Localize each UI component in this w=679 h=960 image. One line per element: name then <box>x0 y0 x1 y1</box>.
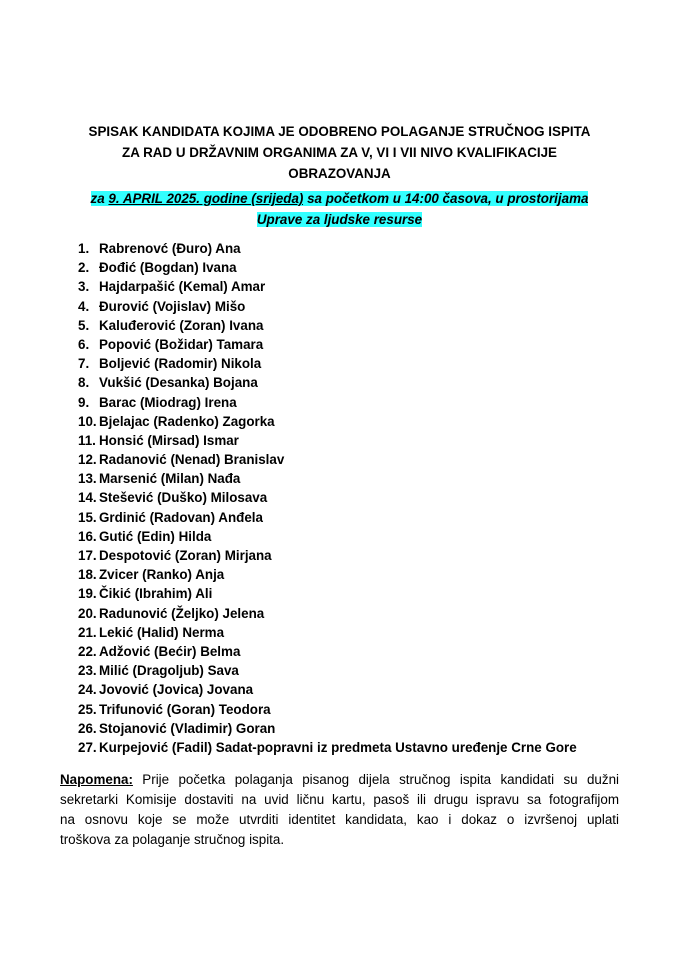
candidate-name: Boljević (Radomir) Nikola <box>99 356 262 372</box>
candidate-name: Gutić (Edin) Hilda <box>99 528 212 544</box>
candidate-name: Kurpejović (Fadil) Sadat-popravni iz predmeta Ustavno uređenje Crne Gore <box>99 739 577 755</box>
candidate-name: Adžović (Bećir) Belma <box>99 643 241 659</box>
candidate-name: Đođić (Bogdan) Ivana <box>99 260 237 276</box>
title-line-2: ZA RAD U DRŽAVNIM ORGANIMA ZA V, VI I VII NIVO KVALIFIKACIJE <box>122 145 557 160</box>
candidate-name: Stojanović (Vladimir) Goran <box>99 720 276 736</box>
candidate-name: Hajdarpašić (Kemal) Amar <box>99 279 266 295</box>
note-line-3: na osnovu koje se može utvrditi identitet kandidata, kao i dokaz o izvršenoj uplati <box>60 812 619 827</box>
candidate-number: 8. <box>78 375 90 391</box>
candidate-number: 11. <box>78 432 96 448</box>
candidate-number: 26. <box>78 720 97 736</box>
exam-schedule <box>40 188 639 230</box>
list-item <box>78 508 577 527</box>
candidate-name: Barac (Miodrag) Irena <box>99 394 237 410</box>
list-item <box>78 469 577 488</box>
candidate-number: 14. <box>78 490 97 506</box>
list-item <box>78 412 577 431</box>
list-item <box>78 623 577 642</box>
list-item <box>78 297 577 316</box>
list-item <box>78 604 577 623</box>
list-item <box>78 642 577 661</box>
candidate-name: Rabrenovć (Đuro) Ana <box>99 241 241 256</box>
candidate-name: Popović (Božidar) Tamara <box>99 336 264 352</box>
exam-date: 9. APRIL 2025. godine (srijeda) <box>108 191 304 206</box>
list-item <box>78 277 577 296</box>
candidate-number: 12. <box>78 452 97 468</box>
title-line-3: OBRAZOVANJA <box>288 166 391 181</box>
candidate-number: 19. <box>78 586 97 602</box>
candidate-number: 20. <box>78 605 97 621</box>
list-item <box>78 738 577 757</box>
candidate-number: 1. <box>78 241 90 256</box>
candidate-name: Honsić (Mirsad) Ismar <box>99 432 239 448</box>
schedule-time-location: sa početkom u 14:00 časova, u prostorijama <box>303 191 589 206</box>
list-item <box>78 258 577 277</box>
candidate-number: 17. <box>78 548 97 563</box>
candidate-number: 5. <box>78 317 90 333</box>
list-item <box>78 719 577 738</box>
candidate-number: 15. <box>78 509 97 525</box>
list-item <box>78 546 577 565</box>
list-item <box>78 488 577 507</box>
document-title <box>60 121 619 184</box>
candidate-name: Vukšić (Desanka) Bojana <box>99 375 258 391</box>
candidate-number: 6. <box>78 336 90 352</box>
candidate-number: 7. <box>78 356 90 372</box>
list-item <box>78 354 577 373</box>
schedule-location: Uprave za ljudske resurse <box>256 212 423 227</box>
candidate-name: Stešević (Duško) Milosava <box>99 490 268 506</box>
note-line-2: sekretarki Komisije dostaviti na uvid ličnu kartu, pasoš ili drugu ispravu sa fotografijom <box>60 792 619 807</box>
candidate-number: 4. <box>78 298 90 314</box>
candidate-number: 23. <box>78 663 97 679</box>
candidate-name: Trifunović (Goran) Teodora <box>99 701 271 717</box>
candidate-name: Zvicer (Ranko) Anja <box>99 567 225 583</box>
candidate-number: 16. <box>78 528 97 544</box>
candidate-number: 22. <box>78 643 97 659</box>
candidate-name: Despotović (Zoran) Mirjana <box>99 548 272 563</box>
candidate-name: Radunović (Željko) Jelena <box>99 605 265 621</box>
list-item <box>78 527 577 546</box>
candidate-number: 24. <box>78 682 97 698</box>
list-item <box>78 335 577 354</box>
candidate-number: 25. <box>78 701 97 717</box>
candidate-name: Jovović (Jovica) Jovana <box>99 682 254 698</box>
list-item <box>78 700 577 719</box>
schedule-prefix: za <box>90 191 109 206</box>
candidate-number: 3. <box>78 279 90 295</box>
candidate-name: Radanović (Nenad) Branislav <box>99 452 285 468</box>
candidate-number: 21. <box>78 624 97 640</box>
candidate-name: Đurović (Vojislav) Mišo <box>99 298 246 314</box>
candidate-number: 18. <box>78 567 97 583</box>
list-item <box>78 661 577 680</box>
candidate-number: 9. <box>78 394 90 410</box>
note-label: Napomena: <box>60 772 133 787</box>
candidate-number: 27. <box>78 739 97 755</box>
candidate-name: Čikić (Ibrahim) Ali <box>99 586 213 602</box>
note-section <box>60 770 619 850</box>
note-line-1: Prije početka polaganja pisanog dijela stručnog ispita kandidati su dužni <box>132 772 619 787</box>
list-item <box>78 239 577 258</box>
title-line-1: SPISAK KANDIDATA KOJIMA JE ODOBRENO POLAGANJE STRUČNOG ISPITA <box>88 124 591 139</box>
candidate-name: Marsenić (Milan) Nađa <box>99 471 241 487</box>
candidate-number: 10. <box>78 413 97 429</box>
candidate-name: Lekić (Halid) Nerma <box>99 624 225 640</box>
list-item <box>78 373 577 392</box>
candidate-number: 2. <box>78 260 90 276</box>
note-line-4: troškova za polaganje stručnog ispita. <box>60 832 285 847</box>
candidate-number: 13. <box>78 471 97 487</box>
candidate-name: Milić (Dragoljub) Sava <box>99 663 239 679</box>
candidate-list <box>78 239 577 757</box>
list-item <box>78 450 577 469</box>
list-item <box>78 393 577 412</box>
list-item <box>78 680 577 699</box>
candidate-name: Kaluđerović (Zoran) Ivana <box>99 317 264 333</box>
candidate-name: Grdinić (Radovan) Anđela <box>99 509 263 525</box>
list-item <box>78 316 577 335</box>
list-item <box>78 584 577 603</box>
list-item <box>78 431 577 450</box>
list-item <box>78 565 577 584</box>
candidate-name: Bjelajac (Radenko) Zagorka <box>99 413 275 429</box>
